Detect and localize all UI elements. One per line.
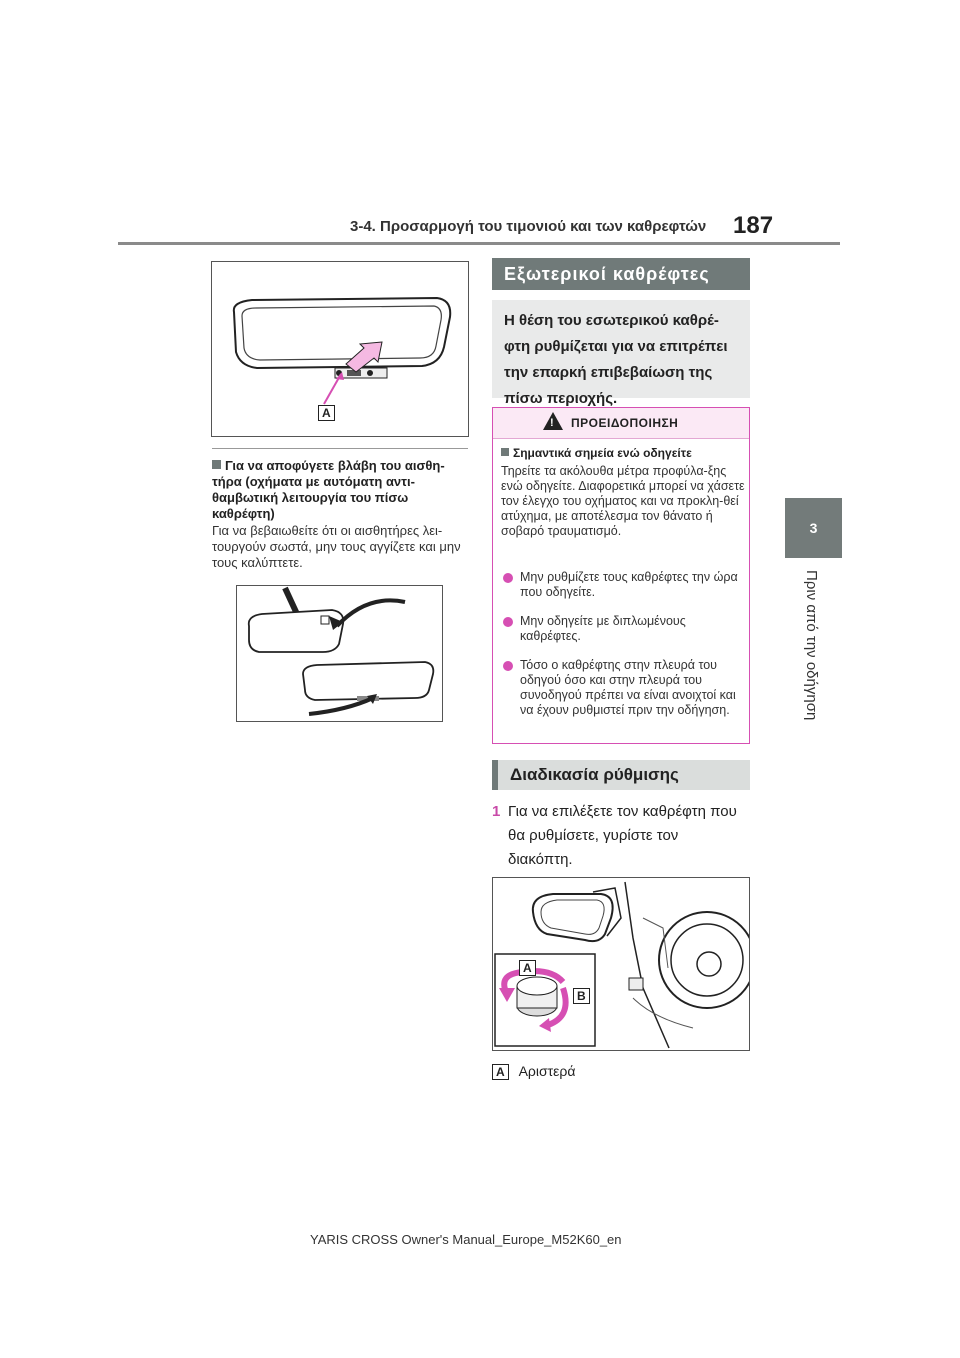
bullet-dot-icon	[503, 661, 513, 671]
exclamation-icon: !	[550, 417, 554, 429]
chapter-title-vertical	[785, 570, 842, 770]
warning-bullet-text: Τόσο ο καθρέφτης στην πλευρά του οδηγού όσο και στην πλευρά του συνοδηγού πρέπει να είναι ανοιχτοί και να έχουν ρυθμιστεί πριν την οδήγηση.	[520, 658, 736, 717]
warning-box	[492, 407, 750, 744]
warning-subheading	[501, 446, 692, 460]
figure-mirror-switch	[492, 877, 750, 1051]
bullet-dot-icon	[503, 617, 513, 627]
chapter-tab[interactable]: 3	[785, 498, 842, 558]
square-bullet-icon	[501, 448, 509, 456]
note-heading-text: Για να αποφύγετε βλάβη του αισθη-τήρα (οχήματα με αυτόματη αντι-θαμβωτική λειτουργία του πίσω καθρέφτη)	[212, 458, 445, 521]
section-intro: Η θέση του εσωτερικού καθρέ-φτη ρυθμίζεται για να επιτρέπει την επαρκή επιβεβαίωση της πίσω περιοχής.	[492, 300, 750, 398]
figure-caption	[492, 1063, 575, 1080]
step-number: 1	[492, 803, 501, 820]
footer-text: YARIS CROSS Owner's Manual_Europe_M52K60_en	[310, 1232, 622, 1247]
warning-bullet-text: Μην ρυθμίζετε τους καθρέφτες την ώρα που οδηγείτε.	[520, 570, 738, 599]
note-body: Για να βεβαιωθείτε ότι οι αισθητήρες λει-τουργούν σωστά, μην τους αγγίζετε και μην τους καλύπτετε.	[212, 523, 461, 570]
step-text: Για να επιλέξετε τον καθρέφτη που θα ρυθμίσετε, γυρίστε τον διακόπτη.	[508, 803, 737, 868]
section-bar-adjustment: Διαδικασία ρύθμισης	[492, 760, 750, 790]
section-title: 3-4. Προσαρμογή του τιμονιού και των καθρεφτών	[350, 218, 707, 235]
header-divider	[118, 242, 840, 245]
caption-label-a: A	[492, 1064, 509, 1080]
mirror-sensors-illustration	[237, 586, 442, 721]
warning-bullet	[501, 658, 741, 718]
note-heading	[212, 458, 474, 522]
section-bar-exterior-mirrors: Εξωτερικοί καθρέφτες	[492, 258, 750, 290]
figure1-label-a: A	[318, 405, 335, 421]
note-divider	[212, 448, 468, 449]
figure3-label-a: A	[519, 960, 536, 976]
inside-mirror-illustration	[212, 262, 468, 436]
figure3-label-b: B	[573, 988, 590, 1004]
figure-inside-mirror	[211, 261, 469, 437]
bullet-dot-icon	[503, 573, 513, 583]
square-bullet-icon	[212, 460, 221, 469]
figure-mirror-sensors	[236, 585, 443, 722]
warning-subheading-text: Σημαντικά σημεία ενώ οδηγείτε	[513, 446, 692, 460]
chapter-title: Πριν από την οδήγηση	[803, 570, 820, 721]
warning-title: ΠΡΟΕΙΔΟΠΟΙΗΣΗ	[571, 416, 679, 430]
warning-bullet	[501, 570, 741, 600]
page-number: 187	[733, 212, 774, 239]
warning-body: Τηρείτε τα ακόλουθα μέτρα προφύλα-ξης ενώ οδηγείτε. Διαφορετικά μπορεί να χάσετε τον έλεγχο του οχήματος και να προκλη-θεί ατύχημα, με αποτέλεσμα τον θάνατο ή σοβαρό τραυματισμό.	[501, 464, 745, 538]
warning-header	[493, 408, 749, 439]
warning-bullet-text: Μην οδηγείτε με διπλωμένους καθρέφτες.	[520, 614, 686, 643]
caption-text: Αριστερά	[518, 1063, 576, 1079]
step-1	[492, 800, 742, 872]
warning-bullet	[501, 614, 741, 644]
